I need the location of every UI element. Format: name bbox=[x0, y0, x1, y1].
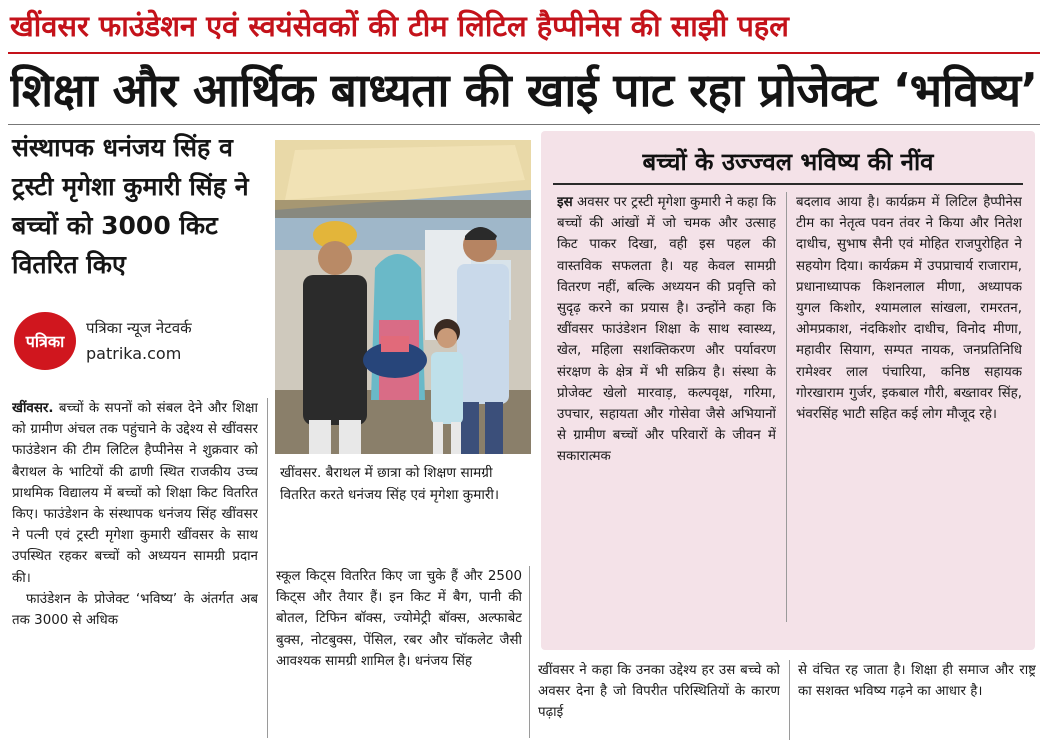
photo-caption: खींवसर. बैराथल में छात्रा को शिक्षण सामग्री वितरित करते धनंजय सिंह एवं मृगेशा कुमारी। bbox=[280, 465, 500, 503]
patrika-logo-text: पत्रिका bbox=[25, 332, 65, 351]
paragraph-text: स्कूल किट्स वितरित किए जा चुके हैं और 2500 किट्स और तैयार हैं। इन किट में बैग, पानी की बोतल, टिफिन बॉक्स, ज्योमेट्री बॉक्स, अल्फाबेट बुक्स, नोटबुक्स, पेंसिल, रबर और चॉकलेट जैसी आवश्यक सामग्री शामिल है। धनंजय सिंह bbox=[276, 569, 522, 669]
sidebar-box-rule bbox=[553, 183, 1023, 185]
column-divider bbox=[529, 566, 530, 738]
headline: शिक्षा और आर्थिक बाध्यता की खाई पाट रहा प्रोजेक्ट ‘भविष्य’ bbox=[10, 63, 1038, 117]
paragraph-text: अवसर पर ट्रस्टी मृगेशा कुमारी ने कहा कि बच्चों की आंखों में जो चमक और उत्साह किट पाकर दिखा, वही इस पहल की वास्तविक सफलता है। यह केवल सामग्री वितरण नहीं, बल्कि अध्ययन की प्रवृत्ति को सुदृढ़ करने का प्रयास है। उन्होंने कहा कि खींवसर फाउंडेशन शिक्षा के साथ स्वास्थ्य, खेल, महिला सशक्तिकरण और पर्यावरण संरक्षण के क्षेत्र में भी सक्रिय है। संस्था के प्रोजेक्ट खेलो मारवाड़, कल्पवृक्ष, गरिमा, उपचार, सहायता और गोसेवा जैसे अभियानों से ग्रामीण बच्चों और परिवारों के जीवन में सकारात्मक bbox=[557, 195, 776, 465]
paragraph bbox=[12, 589, 258, 631]
paragraph bbox=[798, 660, 1036, 702]
article-column-4 bbox=[798, 660, 1036, 742]
article-column-2 bbox=[276, 566, 522, 742]
paragraph bbox=[796, 192, 1022, 425]
column-divider bbox=[267, 398, 268, 738]
paragraph bbox=[276, 566, 522, 672]
article-column-3 bbox=[538, 660, 780, 742]
byline-site: patrika.com bbox=[86, 344, 182, 363]
patrika-logo bbox=[14, 312, 76, 370]
paragraph bbox=[538, 660, 780, 724]
article-column-1 bbox=[12, 398, 258, 742]
kicker-line: खींवसर फाउंडेशन एवं स्वयंसेवकों की टीम लिटिल हैप्पीनेस की साझी पहल bbox=[0, 0, 1048, 52]
paragraph-text: बच्चों के सपनों को संबल देने और शिक्षा को ग्रामीण अंचल तक पहुंचाने के उद्देश्य से खींवसर फाउंडेशन की टीम लिटिल हैप्पीनेस ने शुक्रवार को बैराथल के भाटियों की ढाणी स्थित राजकीय उच्च प्राथमिक विद्यालय में बच्चों को शिक्षा किट वितरित किए। फाउंडेशन के संस्थापक धनंजय सिंह खींवसर ने पत्नी एवं ट्रस्टी मृगेशा कुमारी खींवसर के साथ उपस्थित रहकर बच्चों को अध्ययन सामग्री प्रदान की। bbox=[12, 401, 258, 586]
paragraph-text: खींवसर ने कहा कि उनका उद्देश्य हर उस बच्चे को अवसर देना है जो विपरीत परिस्थितियों के कारण पढ़ाई bbox=[538, 663, 780, 721]
paragraph bbox=[12, 398, 258, 589]
paragraph-text: से वंचित रह जाता है। शिक्षा ही समाज और राष्ट्र का सशक्त भविष्य गढ़ने का आधार है। bbox=[798, 663, 1036, 700]
headline-rule bbox=[8, 124, 1040, 125]
sidebar-column-b bbox=[796, 192, 1022, 630]
sidebar-column-a bbox=[557, 192, 776, 630]
dateline: खींवसर. bbox=[12, 401, 54, 416]
paragraph bbox=[557, 192, 776, 468]
paragraph-text: बदलाव आया है। कार्यक्रम में लिटिल हैप्पीनेस टीम का नेतृत्व पवन तंवर ने किया और नितेश दाधीच, सुभाष सैनी एवं मोहित राजपुरोहित ने सहयोग दिया। कार्यक्रम में उपप्राचार्य राजाराम, प्रधानाध्यापक किशनलाल मीणा, अध्यापक युगल किशोर, श्यामलाल सांखला, रामरतन, ओमप्रकाश, नंदकिशोर दाधीच, विनोद मीणा, महावीर सियाग, सम्पत नायक, जनप्रतिनिधि रामेश्वर लाल पंचारिया, कनिष्ठ सहायक गोरखाराम गुर्जर, इकबाल गौरी, बख्तावर सिंह, भंवरसिंह भाटी सहित कई लोग मौजूद रहे। bbox=[796, 195, 1022, 423]
subheadline: संस्थापक धनंजय सिंह व ट्रस्टी मृगेशा कुमारी सिंह ने बच्चों को 3000 किट वितरित किए bbox=[12, 133, 249, 279]
sidebar-box-title: बच्चों के उज्ज्वल भविष्य की नींव bbox=[642, 148, 934, 176]
photo-illustration bbox=[275, 140, 531, 454]
kicker-rule bbox=[8, 52, 1040, 54]
column-divider bbox=[789, 660, 790, 740]
news-photo bbox=[275, 140, 531, 454]
column-divider bbox=[786, 192, 787, 622]
lead-word: इस bbox=[557, 195, 573, 210]
byline-network: पत्रिका न्यूज नेटवर्क bbox=[86, 319, 192, 337]
paragraph-text: फाउंडेशन के प्रोजेक्ट ‘भविष्य’ के अंतर्गत अब तक 3000 से अधिक bbox=[12, 591, 258, 629]
